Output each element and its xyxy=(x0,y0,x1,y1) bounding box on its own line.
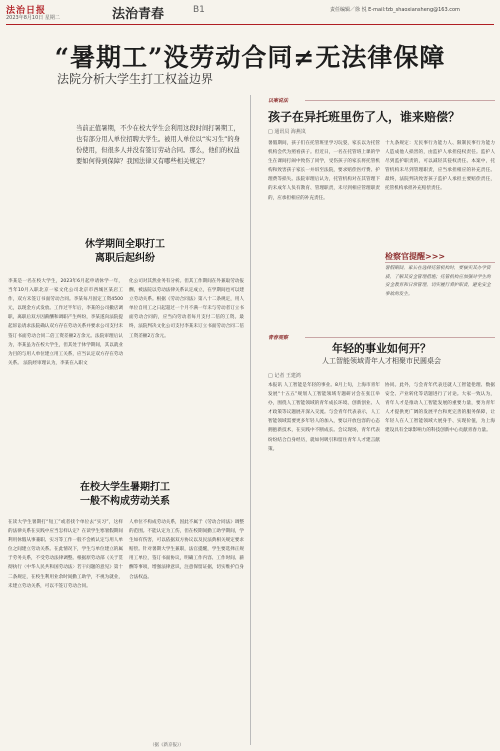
article1-column2: 化公司对其然业务有分析。但其工作期间在外兼取劳动报酬，被法院以劳动法律关系认定成立，在学期间也可以建立劳动关系。根据《劳动合同法》第八十二条规定，用人单位自用工之日起超过一个月不满一年未与劳动者订立书面劳动合同的，应当向劳动者每月支付二倍的工资。最终，法院判决文化公司支付李某未订立书面劳动合同二倍工资差额2万余元。 xyxy=(129,279,244,339)
masthead xyxy=(0,0,500,26)
page-subheadline: 法院分析大学生打工权益边界 xyxy=(57,72,214,86)
right1-kicker-line xyxy=(305,100,495,101)
article1-title: 休学期间全职打工 离职后起纠纷 xyxy=(85,239,165,264)
right1-title: 孩子在异托班里伤了人，谁来赔偿？ xyxy=(268,110,461,124)
right1-column1: 暑假期间，孩子们在托管班里学习玩耍，家长以为托管机构会代为照看孩子。但近日，一名在托管班上课的学生在课间打闹中致伤了同学，受伤孩子的家长将托管机构和致害孩子家长一并诉至法院，要求赔偿医疗费、护理费等损失。法院审理后认为，托管机构对在其管理下的未成年人负有教育、管理职责，未尽到相应管理职责的，应承担相应的补充责任。 xyxy=(268,141,380,201)
right2-kicker-line xyxy=(305,337,495,338)
article1-col1-tail: 法院经审理认为，李某在入职文 xyxy=(23,360,88,366)
page-headline: “暑期工”没劳动合同≠无法律保障 xyxy=(54,43,446,72)
right2-subtitle: 人工智能领域青年人才相聚市民圆桌会 xyxy=(322,357,441,365)
article1-column1 xyxy=(8,277,123,437)
right1-kicker: 以案说法 xyxy=(268,98,289,104)
right1-column2: 十九条规定：无民事行为能力人、限制民事行为能力人造成他人损害的，由监护人承担侵权责任。监护人尽到监护职责的，可以减轻其侵权责任。本案中，托管机构未尽到管理职责，应当承担相应的补充责任。最终，法院判决致害孩子监护人承担主要赔偿责任，托管机构承担补充赔偿责任。 xyxy=(385,141,495,192)
page-number: B1 xyxy=(193,5,205,15)
masthead-divider xyxy=(6,24,494,25)
paper-logo: 法治日报 xyxy=(6,6,47,16)
right2-column2: 协同。此外，与会青年代表还就人工智能伦理、数据安全、产业转化等话题进行了讨论。大家一致认为，青年人才是推动人工智能发展的重要力量，要为青年人才提供更广阔的发展平台和更完善的服务保障，让年轻人在人工智能领域大展身手、实现价值，为上海建设具有全球影响力的科技创新中心贡献青春力量。 xyxy=(385,383,495,434)
right2-byline: □ 记者 王建鸿 xyxy=(268,373,301,379)
right2-kicker: 青春观察 xyxy=(268,335,289,341)
prosecutor-tip-title: 检察官提醒>>> xyxy=(385,252,446,261)
article2-column2: 人单位不构成劳动关系，因此不属于《劳动合同法》调整的范围。不能认定为工伤，但在校期间勤工助学期间，学生如有伤害，可以依据双方协议以及民法典相关规定要求赔偿。针对暑期大学生兼职，法官提醒，学生要选择正规用工单位，签订书面协议，明确工作内容、工作时间、薪酬等事项，增强法律意识，注意保留证据，切实维护自身合法权益。 xyxy=(129,520,244,580)
intro-paragraph: 当前正值暑期，不少在校大学生会利用这段时间打暑期工，也有部分用人单位招聘大学生。被用人单位以“实习生”的身份使用，但很多人并没有签订劳动合同。那么，他们的权益要如何得到保障？我国法律又有哪些相关规定？ xyxy=(76,125,240,165)
issue-date: 2023年8月10日 星期二 xyxy=(6,15,60,21)
article2-title: 在校大学生暑期打工 一般不构成劳动关系 xyxy=(80,482,170,507)
article1-col1-text: 李某是一名在校大学生，2023年6月起申请休学一年，当年10月入职北京一家文化公司北京市西城区某店工作，双方未签订书面劳动合同。李某每月固定工资4500元，以现金方式发放。工作过半年后，李某的公司撤店调职，离职后双方因薪酬和调职产生纠纷，李某遂向法院提起诉讼请求法院确认双方存在劳动关系并要求公司支付未签订书面劳动合同二倍工资差额2万余元。法院审理后认为，李某虽为在校大学生，但其处于休学期间，其以就业为目的与用人单位建立用工关系，应当认定双方存在劳动关系。 xyxy=(8,279,123,366)
prosecutor-tip-line xyxy=(385,262,495,263)
article2-column1: 在读大学生暑期打“短工”或者找个单位去“实习”，这样的法律关系在实践中应当怎样认定？在读学生寒暑假期间利用休假从事兼职、实习等工作一般不会被认定与用人单位之间建立劳动关系。在此情况下，学生与单位建立的属于劳务关系，不受劳动法律调整。根据原劳动部《关于贯彻执行〈中华人民共和国劳动法〉若干问题的意见》第十二条规定，在校生利用业余时间勤工助学，不视为就业，未建立劳动关系，可以不签订劳动合同。 xyxy=(8,520,123,589)
article2-source: （据《新京报》） xyxy=(150,743,184,748)
section-title: 法治青春 xyxy=(112,7,165,22)
right2-column1: 本报讯 人工智能是年轻的事业。8月上旬，上海市青年发展“十五五”规划人工智能领域专题研讨会在张江举办，围绕人工智能领域的青年成长环境、创新创业、人才政策等议题展开深入交流。与会青年代表表示，人工智能领域需要更多年轻人的加入，要以开放包容的心态拥抱新技术，在实践中不断成长。会议现场，青年代表纷纷结合自身经历，就如何吸引和留住青年人才建言献策。 xyxy=(268,383,380,452)
column-divider xyxy=(250,95,251,745)
right1-byline: □ 通讯员 海燕岚 xyxy=(268,129,306,135)
prosecutor-tip-text: 暑假期间，家长在选择托管机构时，要核实其办学资质，了解其安全管理措施；托管机构应加强对学生的安全教育和日常管理，切实履行看护职责，避免安全事故的发生。 xyxy=(385,266,491,297)
editor-info: 责任编辑／徐 悦 E-mail:fzb_shaoxiansheng@163.com xyxy=(330,7,460,13)
right2-title: 年轻的事业如何开？ xyxy=(332,342,431,355)
